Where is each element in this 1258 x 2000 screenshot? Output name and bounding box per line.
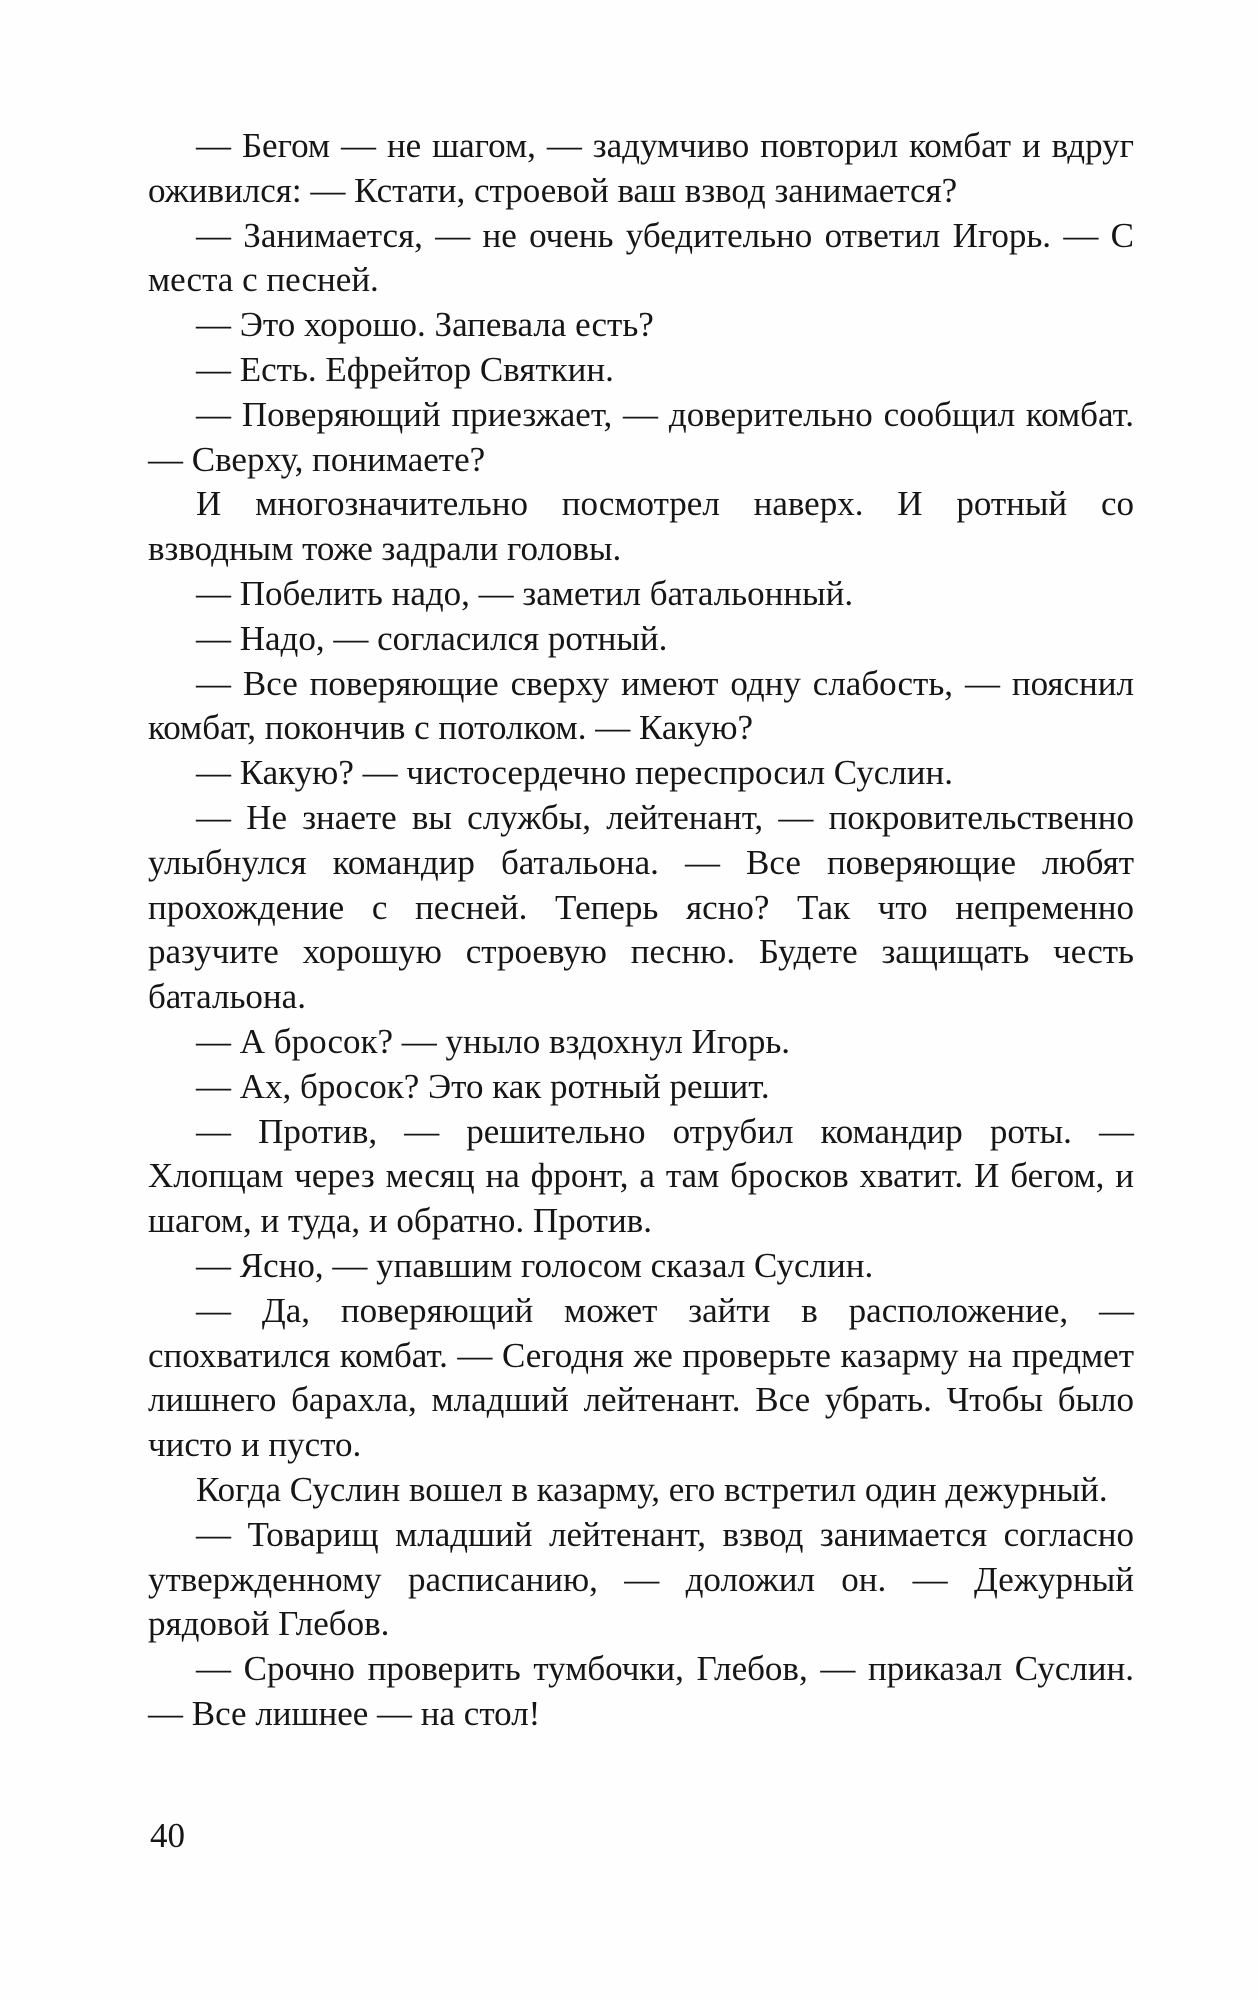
paragraph: — Срочно проверить тумбочки, Глебов, — приказал Суслин. — Все лишнее — на стол! bbox=[148, 1649, 1134, 1733]
body-text bbox=[148, 124, 1134, 1737]
paragraph: — Бегом — не шагом, — задумчиво повторил комбат и вдруг оживился: — Кстати, строевой ваш взвод занимается? bbox=[148, 126, 1134, 210]
paragraph: Когда Суслин вошел в казарму, его встретил один дежурный. bbox=[196, 1469, 1108, 1509]
paragraph: И многозначительно посмотрел наверх. И ротный со взводным тоже задрали головы. bbox=[148, 484, 1134, 569]
page-number: 40 bbox=[150, 1816, 185, 1855]
paragraph: — Ах, бросок? Это как ротный решит. bbox=[196, 1066, 770, 1106]
paragraph: — Надо, — согласился ротный. bbox=[196, 618, 668, 658]
paragraph: — Занимается, — не очень убедительно ответил Игорь. — С места с песней. bbox=[148, 215, 1134, 300]
paragraph: — Не знаете вы службы, лейтенант, — покровительственно улыбнулся командир батальона. — Все поверяющие любят прохождение с песней. Теперь ясно? Так что непременно разучите хорошую строевую песню. Будете защищать честь батальона. bbox=[148, 797, 1134, 1017]
paragraph: — Это хорошо. Запевала есть? bbox=[196, 305, 654, 345]
paragraph: — Какую? — чистосердечно переспросил Суслин. bbox=[196, 753, 953, 793]
paragraph: — Побелить надо, — заметил батальонный. bbox=[196, 573, 854, 613]
paragraph: — Все поверяющие сверху имеют одну слабость, — пояснил комбат, покончив с потолком. — Какую? bbox=[148, 663, 1134, 748]
paragraph: — А бросок? — уныло вздохнул Игорь. bbox=[196, 1021, 791, 1061]
paragraph: — Есть. Ефрейтор Святкин. bbox=[196, 349, 614, 389]
paragraph: — Товарищ младший лейтенант, взвод занимается согласно утвержденному расписанию, — доложил он. — Дежурный рядовой Глебов. bbox=[148, 1514, 1134, 1644]
paragraph: — Поверяющий приезжает, — доверительно сообщил комбат. — Сверху, понимаете? bbox=[148, 394, 1134, 479]
paragraph: — Против, — решительно отрубил командир роты. — Хлопцам через месяц на фронт, а там бросков хватит. И бегом, и шагом, и туда, и обратно. Против. bbox=[148, 1111, 1134, 1241]
paragraph: — Да, поверяющий может зайти в расположение, — спохватился комбат. — Сегодня же проверьте казарму на предмет лишнего барахла, младший лейтенант. Все убрать. Чтобы было чисто и пусто. bbox=[148, 1290, 1134, 1465]
paragraph: — Ясно, — упавшим голосом сказал Суслин. bbox=[196, 1245, 874, 1285]
